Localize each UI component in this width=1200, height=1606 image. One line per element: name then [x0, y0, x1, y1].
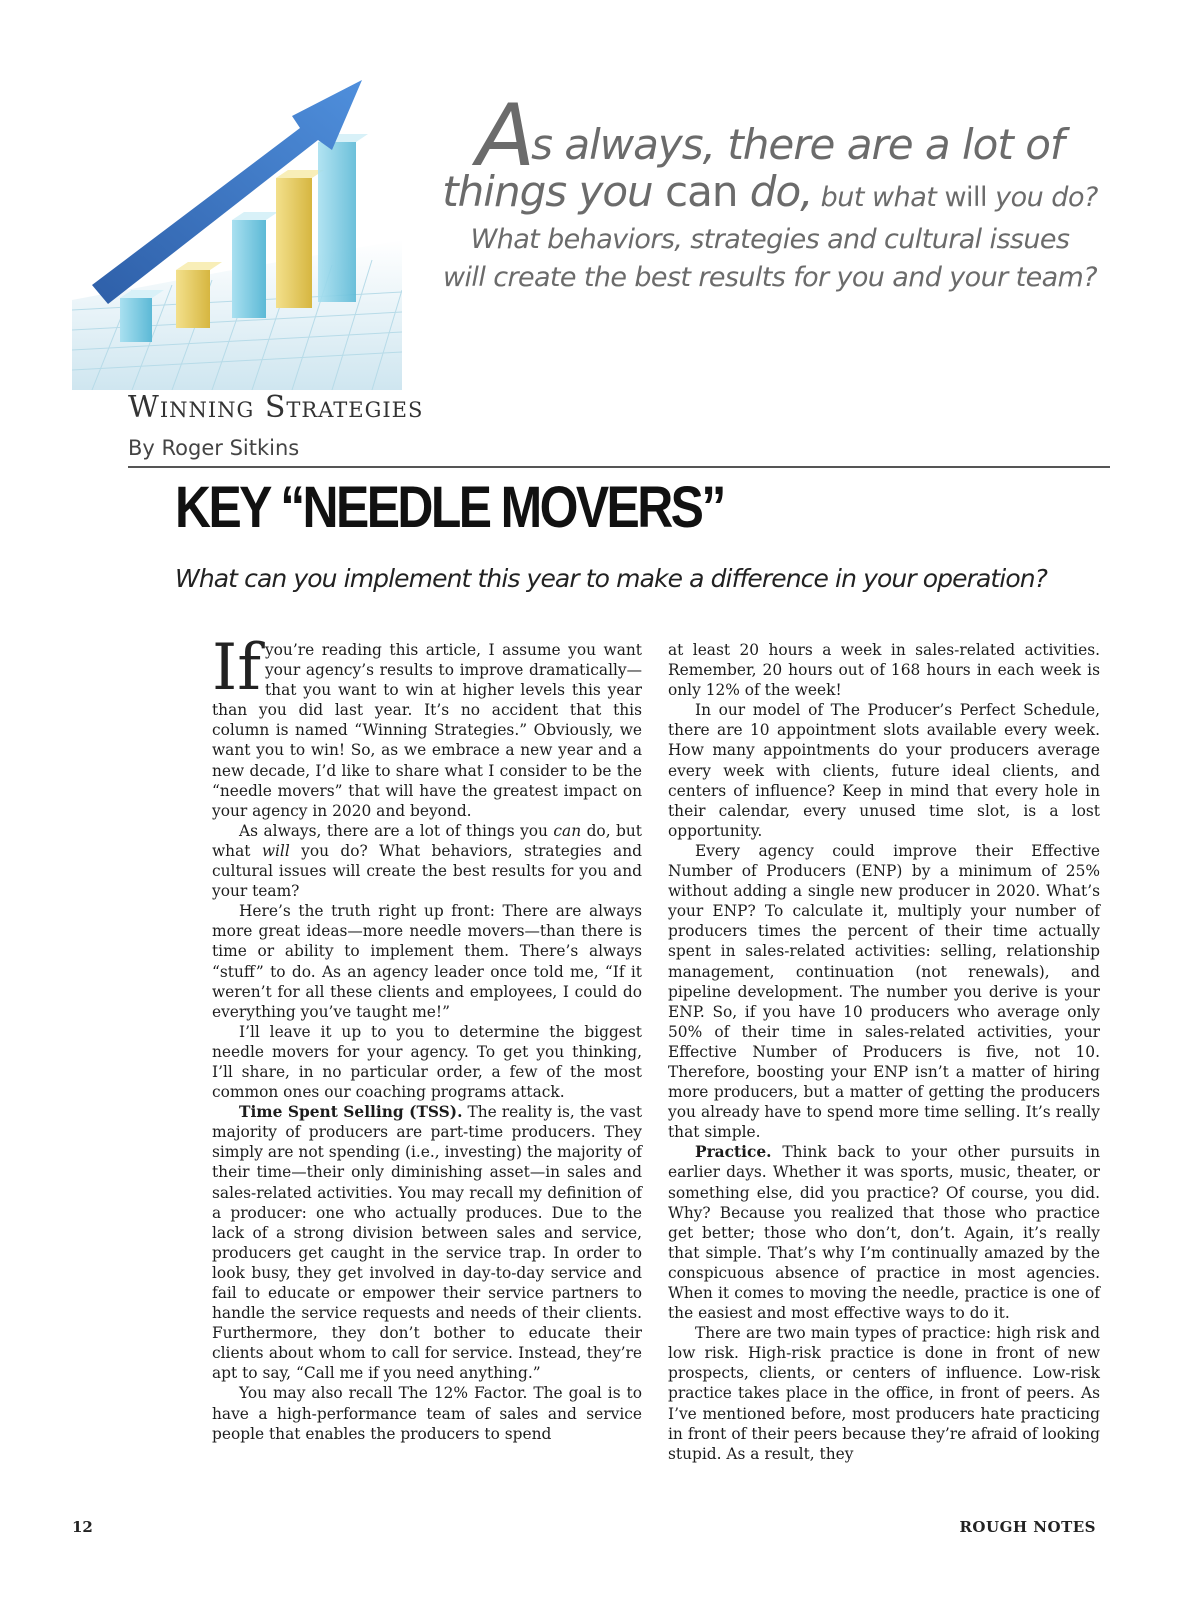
paragraph-text: The reality is, the vast majority of producers are part-time producers. They simply are not spending (i.e., investing) the majority of their time—their only diminishing asset—in sales and sales-related activities. You may recall my definition of a producer: one who actually produces. Due to the lack of a strong division between sales and service, producers get caught in the service trap. In order to look busy, they get involved in day-to-day service and fail to educate or empower their service partners to handle the service requests and needs of their clients. Furthermore, they don’t bother to educate their clients about whom to call for service. Instead, they’re apt to say, “Call me if you need anything.” — [212, 1103, 642, 1383]
pull-quote-line-2-c: do, — [737, 167, 813, 216]
run-in-heading: Time Spent Selling (TSS). — [239, 1103, 463, 1122]
paragraph-text: you do? What behaviors, strategies and cultural issues will create the best results for you and your team? — [212, 841, 642, 901]
bar-2 — [176, 270, 210, 328]
bar-5 — [318, 142, 356, 302]
bar-1 — [120, 298, 152, 342]
paragraph — [212, 1102, 642, 1383]
pull-quote-line-2-d: but what — [812, 182, 945, 213]
body-column-1 — [212, 631, 642, 1444]
paragraph — [212, 821, 642, 901]
paragraph-emphasis: can — [553, 821, 582, 840]
paragraph: In our model of The Producer’s Perfect Schedule, there are 10 appointment slots available every week. How many appointments do your producers average every week with clients, future ideal clients, and centers of influence? Keep in mind that every hole in their calendar, every unused time slot, is a lost opportunity. — [668, 701, 1100, 840]
paragraph-emphasis: will — [261, 841, 290, 860]
paragraph — [668, 1142, 1100, 1323]
paragraph: There are two main types of practice: high risk and low risk. High-risk practice is done in front of new prospects, clients, or centers of influence. Low-risk practice takes place in the office, in front of peers. As I’ve mentioned before, most producers hate practicing in front of their peers because they’re afraid of looking stupid. As a result, they — [668, 1324, 1100, 1463]
deck: What can you implement this year to make a difference in your operation? — [175, 564, 1048, 593]
bar-3 — [232, 220, 266, 318]
paragraph: at least 20 hours a week in sales-related activities. Remember, 20 hours out of 168 hours in each week is only 12% of the week! — [668, 641, 1100, 700]
byline: By Roger Sitkins — [128, 436, 300, 460]
paragraph-text: Think back to your other pursuits in earlier days. Whether it was sports, music, theater, or something else, did you practice? Of course, you did. Why? Because you realized that those who practice get better; those who don’t, don’t. Again, it’s really that simple. That’s why I’m continually amazed by the conspicuous absence of practice in most agencies. When it comes to moving the needle, practice is one of the easiest and most effective ways to do it. — [668, 1143, 1100, 1323]
headline: KEY “NEEDLE MOVERS” — [175, 475, 724, 540]
paragraph: Here’s the truth right up front: There are always more great ideas—more needle movers—than there is time or ability to implement them. There’s always “stuff” to do. As an agency leader once told me, “If it weren’t for all these clients and employees, I could do everything you’ve taught me!” — [212, 902, 642, 1021]
rising-bar-chart-arrow-illustration — [72, 70, 402, 390]
pull-quote-line-2-f: you do? — [987, 182, 1098, 213]
bar-4 — [276, 178, 312, 308]
page-number: 12 — [72, 1518, 93, 1536]
pull-quote — [440, 86, 1100, 297]
pull-quote-drop-cap: A — [476, 86, 532, 186]
paragraph: I’ll leave it up to you to determine the biggest needle movers for your agency. To get you thinking, I’ll share, in no particular order, a few of the most common ones our coaching programs attack. — [212, 1022, 642, 1102]
section-title: Winning Strategies — [128, 390, 424, 425]
pull-quote-line-2-b: can — [665, 167, 738, 216]
paragraph-text: you’re reading this article, I assume you want your agency’s results to improve dramatically—that you want to win at higher levels this year than you did last year. It’s no accident that this column is named “Winning Strategies.” Obviously, we want you to win! So, as we embrace a new year and a new decade, I’d like to share what I consider to be the “needle movers” that will have the greatest impact on your agency in 2020 and beyond. — [212, 641, 642, 820]
publication-name: ROUGH NOTES — [959, 1518, 1096, 1536]
paragraph: You may also recall The 12% Factor. The goal is to have a high-performance team of sales and service people that enables the producers to spend — [212, 1384, 642, 1443]
pull-quote-line-1 — [440, 86, 1100, 186]
pull-quote-line-3: What behaviors, strategies and cultural issues — [470, 224, 1070, 255]
body-column-2 — [668, 640, 1100, 1464]
pull-quote-line-1-text: s always, there are a lot of — [531, 120, 1064, 169]
paragraph-text: As always, there are a lot of things you — [239, 821, 554, 840]
header-divider — [128, 466, 1110, 468]
paragraph: Every agency could improve their Effective Number of Producers (ENP) by a minimum of 25% without adding a single new producer in 2020. What’s your ENP? To calculate it, multiply your number of producers times the percent of their time actually spent in sales-related activities: selling, relationship management, continuation (not renewals), and pipeline development. The number you derive is your ENP. So, if you have 10 producers who average only 50% of their time in sales-related activities, your Effective Number of Producers is five, not 10. Therefore, boosting your ENP isn’t a matter of hiring more producers, but a matter of getting the producers you already have to spend more time selling. It’s really that simple. — [668, 841, 1100, 1142]
pull-quote-line-2 — [440, 169, 1100, 221]
pull-quote-line-2-a: things you — [442, 167, 665, 216]
pull-quote-line-2-e: will — [944, 182, 988, 213]
pull-quote-line-4: will create the best results for you and your team? — [443, 262, 1097, 293]
paragraph-text: do, but what — [212, 821, 642, 860]
paragraph — [212, 631, 642, 821]
drop-cap: If — [212, 631, 261, 705]
run-in-heading: Practice. — [695, 1143, 772, 1162]
